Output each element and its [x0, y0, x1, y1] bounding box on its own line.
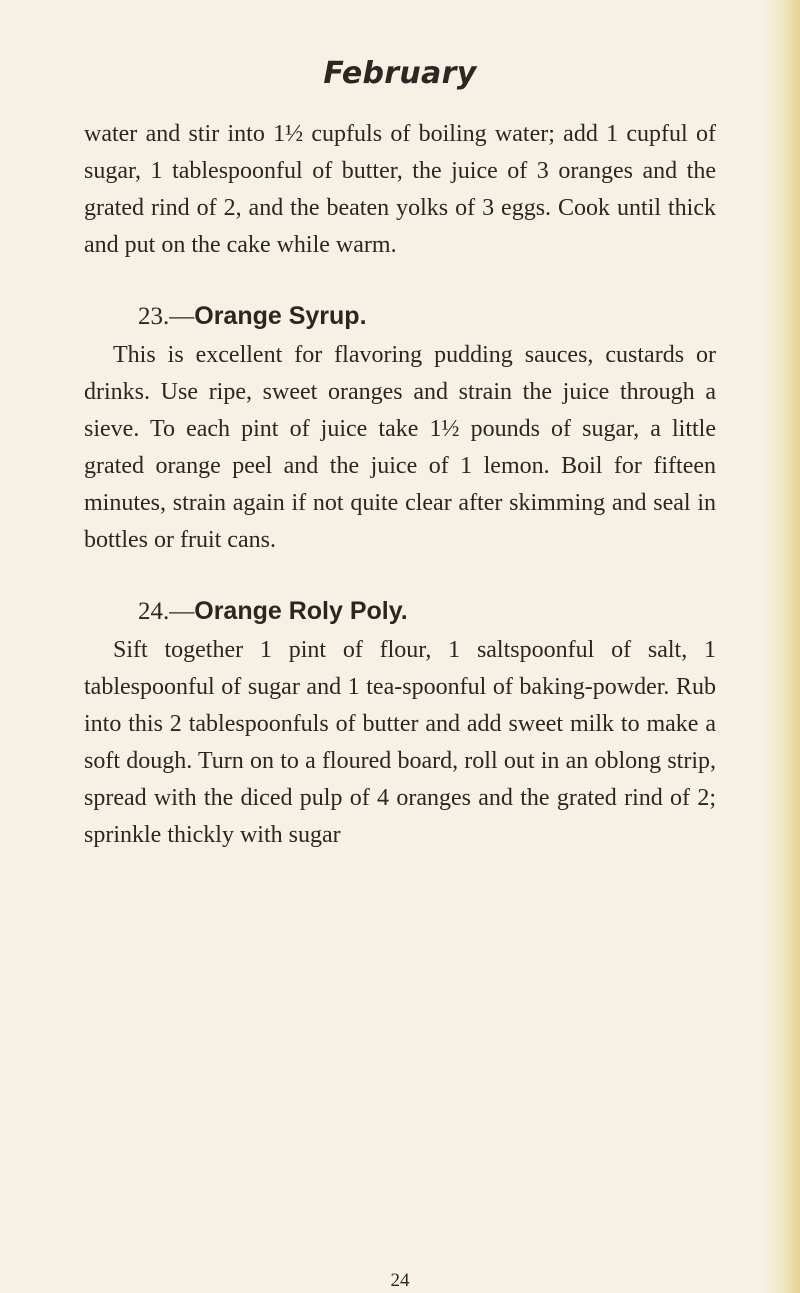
recipe-title: Orange Syrup. — [194, 302, 367, 330]
page-number: 24 — [390, 1270, 410, 1291]
continued-paragraph: water and stir into 1½ cupfuls of boiling water; add 1 cupful of sugar, 1 tablespoonful of butter, the juice of 3 oranges and the grated rind of 2, and the beaten yolks of 3 eggs. Cook until thick and put on the cake while warm. — [84, 121, 716, 258]
recipe-body: This is excellent for flavoring pudding sauces, custards or drinks. Use ripe, sweet oranges and strain the juice through a sieve. To each pint of juice take 1½ pounds of sugar, a little grated orange peel and the juice of 1 lemon. Boil for fifteen minutes, strain again if not quite clear after skimming and seal in bottles or fruit cans. — [84, 342, 716, 553]
recipe-24 — [84, 593, 716, 854]
recipe-number: 23.— — [138, 303, 195, 330]
recipe-number: 24.— — [138, 598, 195, 625]
recipe-heading — [84, 298, 716, 335]
recipe-title: Orange Roly Poly. — [194, 597, 408, 625]
recipe-heading — [84, 593, 716, 630]
recipe-23 — [84, 298, 716, 559]
recipe-body: Sift together 1 pint of flour, 1 saltspoonful of salt, 1 tablespoonful of sugar and 1 tea-spoonful of baking-powder. Rub into this 2 tablespoonfuls of butter and add sweet milk to make a soft dough. Turn on to a floured board, roll out in an oblong strip, spread with the diced pulp of 4 oranges and the grated rind of 2; sprinkle thickly with sugar — [84, 637, 716, 848]
running-head: February — [323, 56, 477, 91]
page-content — [84, 116, 716, 854]
page-edge-tint — [762, 0, 800, 1293]
